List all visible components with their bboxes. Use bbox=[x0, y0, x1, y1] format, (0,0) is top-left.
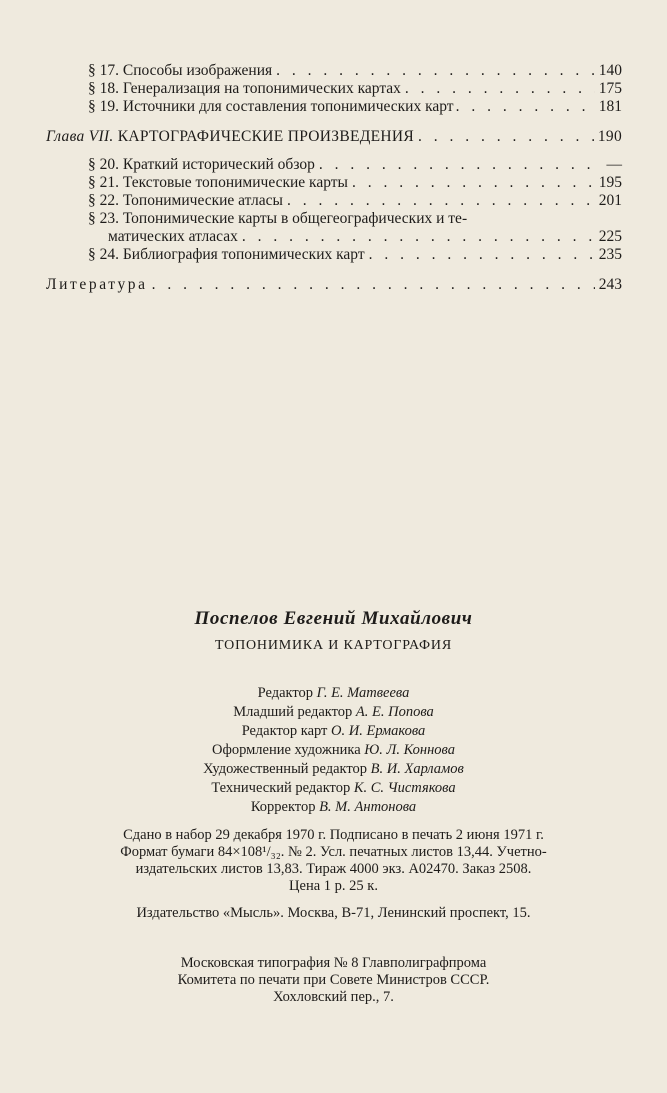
credit-line bbox=[0, 722, 667, 741]
credit-person: К. С. Чистякова bbox=[353, 780, 456, 796]
toc-leader bbox=[456, 98, 597, 116]
toc-entry-20 bbox=[46, 156, 622, 174]
toc-entry-label: § 24. Библиография топонимических карт bbox=[88, 246, 365, 263]
toc-entry-label: § 17. Способы изображения bbox=[88, 62, 273, 79]
toc-entry-label: § 21. Текстовые топонимические карты bbox=[88, 174, 348, 191]
toc-entry-label: Литература bbox=[46, 276, 148, 293]
chapter-label: Глава VII. bbox=[46, 128, 114, 145]
toc-page-number: 175 bbox=[598, 80, 622, 97]
printer-line: Комитета по печати при Совете Министров СССР. bbox=[177, 972, 490, 988]
toc-leader bbox=[405, 80, 595, 98]
printer-line: Хохловский пер., 7. bbox=[273, 989, 394, 1005]
credits-list bbox=[0, 684, 667, 817]
credit-person: Г. Е. Матвеева bbox=[316, 685, 410, 701]
author-name: Поспелов Евгений Михайлович bbox=[194, 608, 473, 629]
toc-page-number: 235 bbox=[598, 246, 622, 263]
toc-entry-24 bbox=[46, 246, 622, 264]
toc-entry-label: § 19. Источники для составления топонимических карт bbox=[88, 98, 454, 115]
printer-line: Московская типография № 8 Главполиграфпрома bbox=[180, 955, 487, 971]
credit-line bbox=[0, 760, 667, 779]
toc-page-number: 140 bbox=[598, 62, 622, 79]
toc-entry-17 bbox=[46, 62, 622, 80]
credit-line bbox=[0, 741, 667, 760]
toc-chapter-7 bbox=[46, 128, 622, 146]
toc-entry-23-line1: § 23. Топонимические карты в общегеографических и те- bbox=[88, 210, 468, 227]
credit-line bbox=[0, 703, 667, 722]
toc-entry-23 bbox=[46, 228, 622, 246]
chapter-title: КАРТОГРАФИЧЕСКИЕ ПРОИЗВЕДЕНИЯ bbox=[117, 128, 415, 145]
toc-leader bbox=[352, 174, 595, 192]
toc-entry-22 bbox=[46, 192, 622, 210]
toc-entry-label: § 22. Топонимические атласы bbox=[88, 192, 283, 209]
credit-person: В. М. Антонова bbox=[319, 799, 417, 815]
toc-entry-label: матических атласах bbox=[108, 228, 238, 245]
toc-literature bbox=[46, 276, 622, 294]
toc-page-number: 181 bbox=[598, 98, 622, 115]
credit-role: Редактор bbox=[257, 685, 314, 701]
book-title: ТОПОНИМИКА И КАРТОГРАФИЯ bbox=[215, 638, 452, 653]
print-details-line: издательских листов 13,83. Тираж 4000 экз. А02470. Заказ 2508. bbox=[135, 861, 532, 877]
print-details bbox=[0, 827, 667, 895]
toc-entry-18 bbox=[46, 80, 622, 98]
credit-role: Художественный редактор bbox=[203, 761, 368, 777]
credit-line bbox=[0, 779, 667, 798]
credit-role: Корректор bbox=[250, 799, 316, 815]
credit-role: Технический редактор bbox=[211, 780, 351, 796]
toc-page-number: 225 bbox=[598, 228, 622, 245]
price: Цена 1 р. 25 к. bbox=[289, 878, 378, 894]
credit-person: Ю. Л. Коннова bbox=[364, 742, 455, 758]
toc-entry-19 bbox=[46, 98, 622, 116]
print-details-line: Формат бумаги 84×108¹/₃₂. № 2. Усл. печатных листов 13,44. Учетно- bbox=[120, 844, 547, 860]
credit-person: А. Е. Попова bbox=[355, 704, 434, 720]
credit-role: Оформление художника bbox=[211, 742, 361, 758]
toc-leader bbox=[369, 246, 595, 264]
publisher-address: Издательство «Мысль». Москва, В-71, Ленинский проспект, 15. bbox=[136, 905, 531, 921]
print-details-line: Сдано в набор 29 декабря 1970 г. Подписано в печать 2 июня 1971 г. bbox=[123, 827, 544, 843]
credit-person: О. И. Ермакова bbox=[331, 723, 426, 739]
toc-leader bbox=[152, 276, 595, 294]
toc-page-number: — bbox=[606, 156, 622, 173]
toc-page-number: 190 bbox=[597, 128, 622, 145]
toc-entry-label: § 20. Краткий исторический обзор bbox=[88, 156, 315, 173]
toc-entry-label: § 18. Генерализация на топонимических картах bbox=[88, 80, 401, 97]
toc-entry-21 bbox=[46, 174, 622, 192]
toc-leader bbox=[242, 228, 595, 246]
toc-leader bbox=[319, 156, 603, 174]
printer-info bbox=[0, 955, 667, 1006]
toc-page-number: 195 bbox=[598, 174, 622, 191]
credit-line bbox=[0, 798, 667, 817]
credit-role: Редактор карт bbox=[241, 723, 328, 739]
toc-leader bbox=[418, 128, 594, 146]
toc-leader bbox=[287, 192, 595, 210]
credit-role: Младший редактор bbox=[233, 704, 353, 720]
toc-page-number: 243 bbox=[598, 276, 622, 293]
credit-person: В. И. Харламов bbox=[370, 761, 464, 777]
toc-leader bbox=[276, 62, 595, 80]
credit-line bbox=[0, 684, 667, 703]
table-of-contents bbox=[46, 62, 622, 294]
toc-page-number: 201 bbox=[598, 192, 622, 209]
